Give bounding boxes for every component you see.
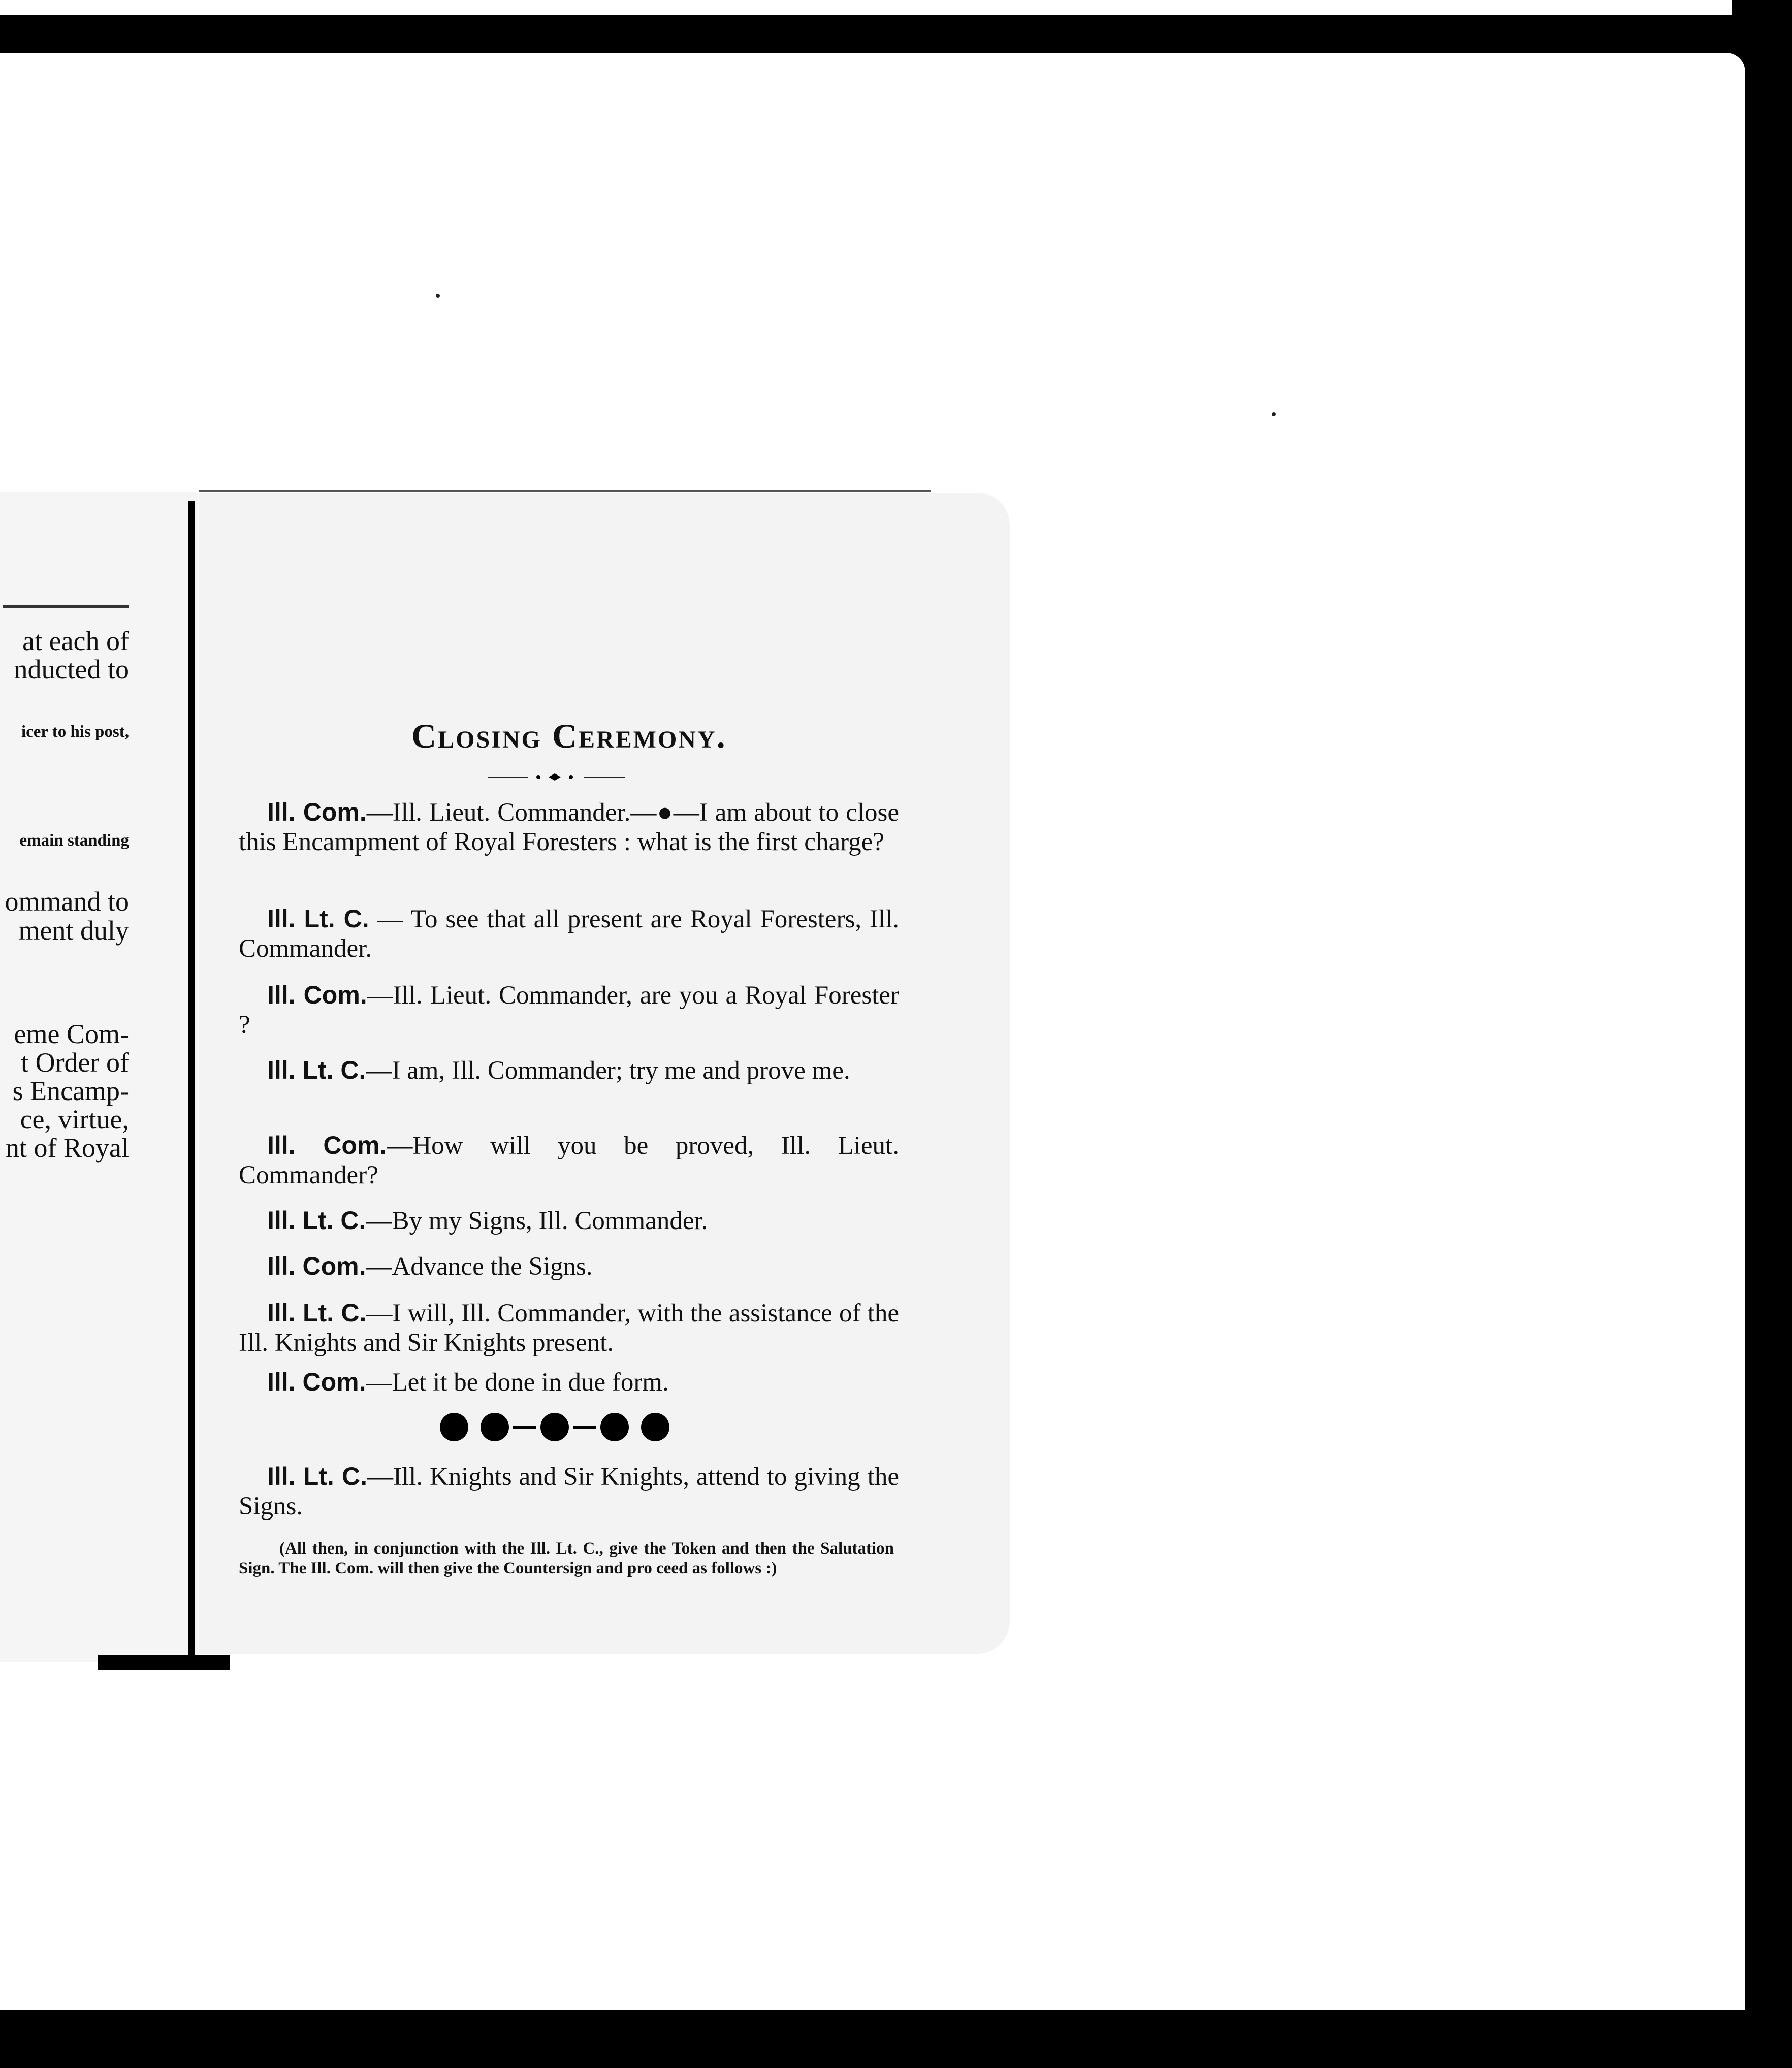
- speaker-label: Ill. Com.: [267, 1368, 366, 1396]
- left-line: nducted to: [14, 654, 129, 685]
- page-top-shadow: [199, 490, 931, 492]
- dialogue-line: [239, 1251, 899, 1281]
- dialogue-line: [239, 904, 899, 963]
- scan-speck: [436, 294, 440, 298]
- left-line: eme Com-: [14, 1019, 129, 1049]
- knock-dash: [573, 1426, 596, 1429]
- ornament-line: [488, 777, 528, 778]
- dialogue-line: [239, 797, 899, 857]
- dialogue-text: —Ill. Knights and Sir Knights, attend to giving the Signs.: [239, 1463, 900, 1521]
- left-line: at each of: [22, 626, 129, 656]
- left-line: icer to his post,: [21, 723, 129, 741]
- scan-page: [0, 53, 1745, 2010]
- speaker-label: Ill. Lt. C.: [267, 1056, 366, 1084]
- stage-direction-note: (All then, in conjunction with the Ill. Lt. C., give the Token and then the Salutation Sign. The Ill. Com. will then give the Countersign and pro ceed as follows :): [239, 1539, 894, 1577]
- left-line: nt of Royal: [6, 1133, 129, 1163]
- speaker-label: Ill. Com.: [267, 798, 367, 826]
- dialogue-line: [239, 1462, 899, 1521]
- right-page: [199, 493, 1010, 1654]
- speaker-label: Ill. Lt. C.: [267, 1299, 367, 1327]
- dialogue-text: —Ill. Lieut. Commander, are you a Royal Forester ?: [239, 981, 899, 1039]
- page-title: Closing Ceremony.: [411, 717, 727, 755]
- scan-top-margin: [0, 0, 1732, 15]
- speaker-label: Ill. Com.: [267, 1131, 387, 1159]
- left-line: ce, virtue,: [20, 1104, 129, 1135]
- left-line: ommand to: [5, 886, 129, 917]
- dialogue-text: —Advance the Signs.: [366, 1252, 593, 1281]
- dialogue-line: [239, 1298, 899, 1358]
- dialogue-line: [239, 1130, 899, 1190]
- book-spine-foot: [98, 1655, 230, 1670]
- knock-dot: [600, 1413, 629, 1441]
- speaker-label: Ill. Com.: [267, 1252, 366, 1280]
- knock-dot: [641, 1413, 669, 1441]
- knock-dot: [481, 1413, 509, 1441]
- speaker-label: Ill. Lt. C.: [267, 1206, 366, 1235]
- left-page: [0, 492, 198, 1662]
- dialogue-line: [239, 980, 899, 1040]
- title-ornament: [488, 773, 640, 781]
- knock-dot: [440, 1413, 468, 1441]
- left-line: emain standing: [19, 831, 129, 850]
- dialogue-text: — To see that all present are Royal Foresters, Ill. Commander.: [239, 905, 899, 963]
- book-spine: [188, 501, 195, 1667]
- left-page-text: [2, 492, 129, 1660]
- knocks-symbol: [440, 1413, 669, 1443]
- left-page-rule: [3, 605, 129, 608]
- dialogue-text: —How will you be proved, Ill. Lieut. Commander?: [239, 1132, 899, 1189]
- dialogue-line: [239, 1206, 899, 1236]
- dialogue-line: [239, 1367, 899, 1397]
- dialogue-text: —I am, Ill. Commander; try me and prove me.: [366, 1056, 850, 1085]
- dialogue-text: —Ill. Lieut. Commander.—●—I am about to close this Encampment of Royal Foresters : what is the first charge?: [239, 798, 899, 856]
- knock-dash: [513, 1426, 536, 1429]
- left-line: t Order of: [21, 1047, 129, 1078]
- left-line: ment duly: [18, 915, 129, 946]
- speaker-label: Ill. Lt. C.: [267, 904, 369, 933]
- dialogue-text: —Let it be done in due form.: [366, 1368, 669, 1397]
- dialogue-text: —By my Signs, Ill. Commander.: [366, 1207, 708, 1235]
- ornament-line: [584, 777, 625, 778]
- speaker-label: Ill. Lt. C.: [267, 1462, 367, 1491]
- left-line: s Encamp-: [12, 1076, 129, 1106]
- knock-dot: [540, 1413, 569, 1441]
- ornament-diamond-icon: [534, 773, 575, 781]
- speaker-label: Ill. Com.: [267, 981, 367, 1009]
- dialogue-line: [239, 1055, 899, 1085]
- dialogue-text: —I will, Ill. Commander, with the assistance of the Ill. Knights and Sir Knights present.: [239, 1299, 900, 1357]
- scan-speck: [1272, 412, 1276, 416]
